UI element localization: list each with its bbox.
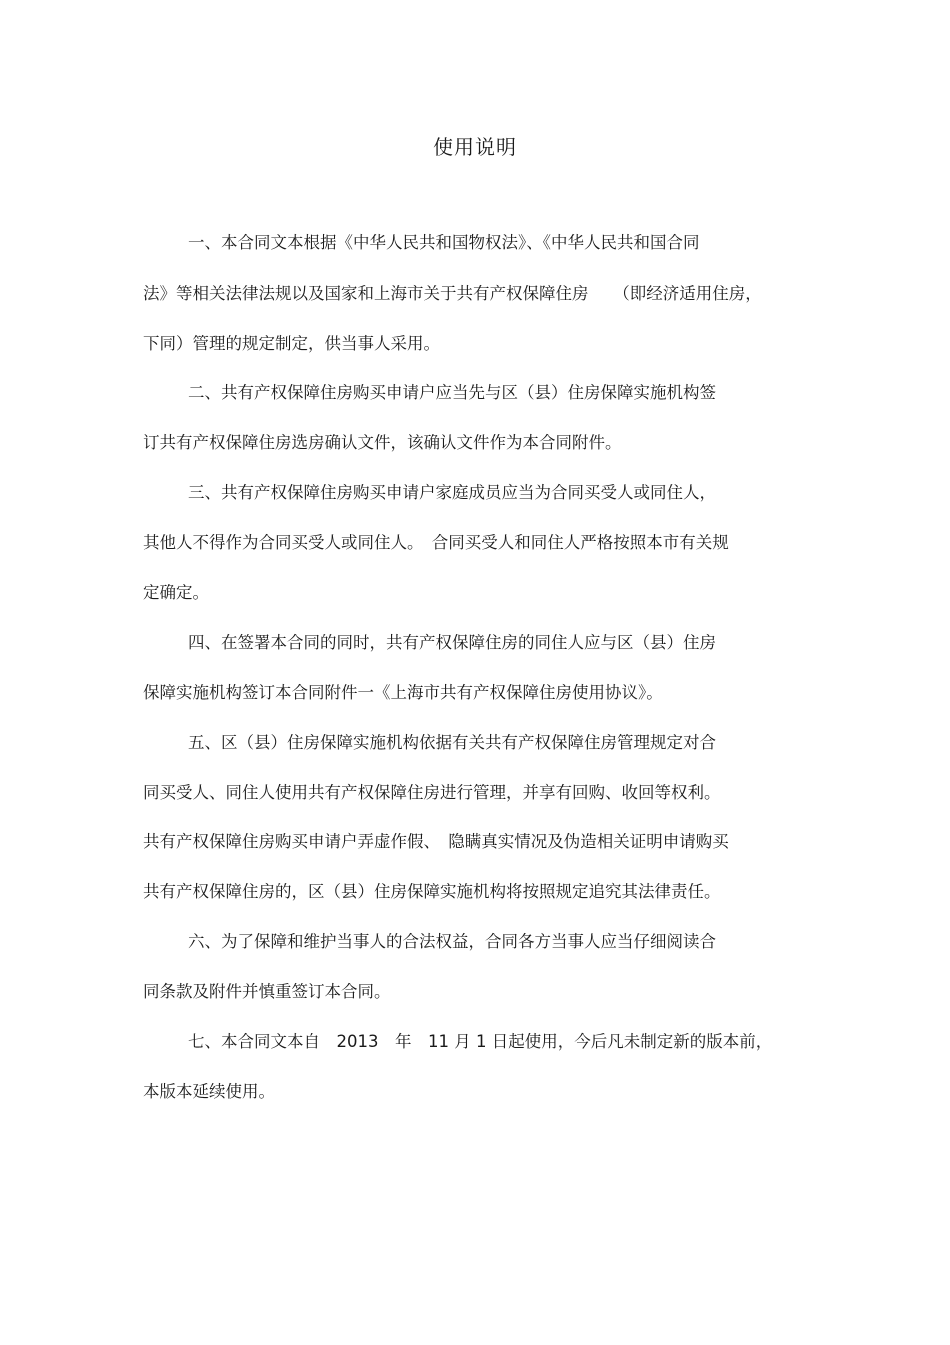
clause-4-line-1: 四、在签署本合同的同时，共有产权保障住房的同住人应与区（县）住房 — [188, 633, 716, 652]
clause-3-line-1: 三、共有产权保障住房购买申请户家庭成员应当为合同买受人或同住人， — [188, 483, 716, 502]
clause-7-line-1: 七、本合同文本自 2013 年 11 月 1 日起使用，今后凡未制定新的版本前， — [188, 1032, 773, 1051]
clause-4-line-2: 保障实施机构签订本合同附件一《上海市共有产权保障住房使用协议》。 — [143, 683, 663, 702]
clause-6-line-2: 同条款及附件并慎重签订本合同。 — [143, 982, 391, 1001]
clause-1-line-2: 法》等相关法律法规以及国家和上海市关于共有产权保障住房 （即经济适用住房， — [143, 284, 762, 303]
clause-5-line-1: 五、区（县）住房保障实施机构依据有关共有产权保障住房管理规定对合 — [188, 733, 716, 752]
clause-1-line-3: 下同）管理的规定制定，供当事人采用。 — [143, 334, 440, 353]
clause-6-line-1: 六、为了保障和维护当事人的合法权益，合同各方当事人应当仔细阅读合 — [188, 932, 716, 951]
clause-2-line-1: 二、共有产权保障住房购买申请户应当先与区（县）住房保障实施机构签 — [188, 383, 716, 402]
clause-1-line-1: 一、本合同文本根据《中华人民共和国物权法》、《中华人民共和国合同 — [188, 233, 700, 252]
clause-7-line-2: 本版本延续使用。 — [143, 1082, 275, 1101]
clause-3-line-2: 其他人不得作为合同买受人或同住人。 合同买受人和同住人严格按照本市有关规 — [143, 533, 729, 552]
clause-5-line-2: 同买受人、同住人使用共有产权保障住房进行管理，并享有回购、收回等权利。 — [143, 783, 721, 802]
clause-5-line-4: 共有产权保障住房的，区（县）住房保障实施机构将按照规定追究其法律责任。 — [143, 882, 721, 901]
clause-5-line-3: 共有产权保障住房购买申请户弄虚作假、 隐瞒真实情况及伪造相关证明申请购买 — [143, 832, 729, 851]
clause-2-line-2: 订共有产权保障住房选房确认文件，该确认文件作为本合同附件。 — [143, 433, 622, 452]
clause-3-line-3: 定确定。 — [143, 583, 209, 602]
page-title: 使用说明 — [433, 135, 517, 159]
